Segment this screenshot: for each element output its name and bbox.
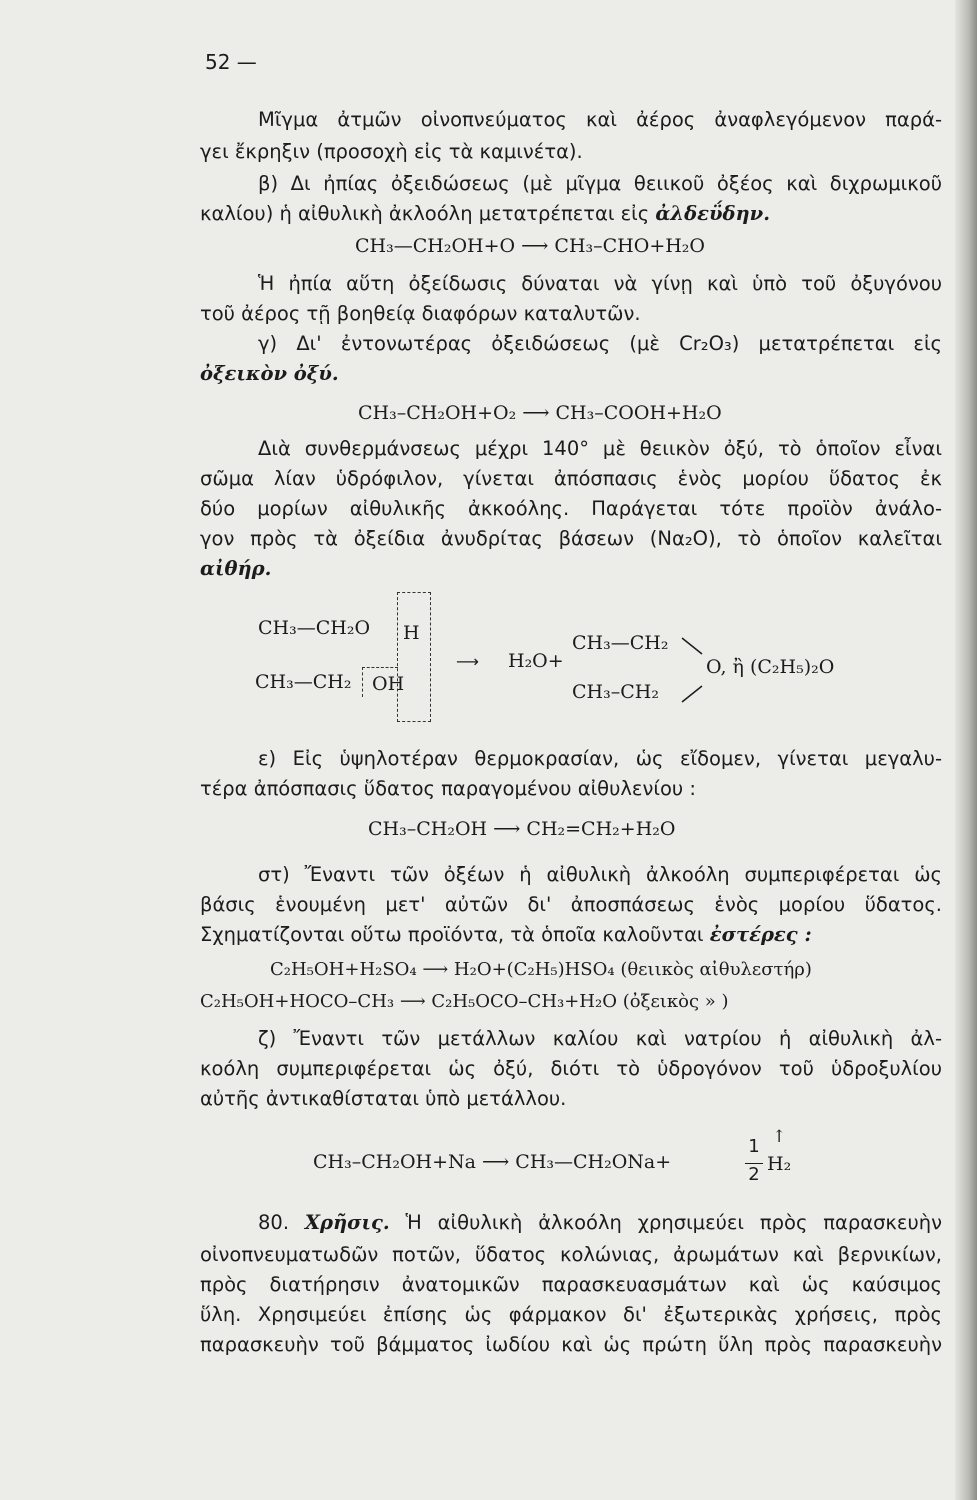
page-edge bbox=[955, 0, 977, 1500]
text-line: γει ἔκρηξιν (προσοχὴ εἰς τὰ καμινέτα). bbox=[200, 140, 583, 163]
page-number: 52 — bbox=[205, 50, 257, 74]
text-line: σῶμα λίαν ὑδρόφιλον, γίνεται ἀπόσπασις ἑνὸς μορίου ὕδατος ἐκ bbox=[200, 467, 942, 490]
reaction-arrow: ⟶ bbox=[456, 652, 479, 671]
text-line: τέρα ἀπόσπασις ὕδατος παραγομένου αἰθυλενίου : bbox=[200, 777, 696, 800]
reaction-formula: CH₃—CH₂OH+O ⟶ CH₃–CHO+H₂O bbox=[355, 235, 705, 257]
text-line: οἰνοπνευματωδῶν ποτῶν, ὕδατος κολώνιας, ἀρωμάτων καὶ βερνικίων, bbox=[200, 1243, 942, 1266]
text-span: Σχηματίζονται οὕτω προϊόντα, τὰ ὁποῖα καλοῦνται bbox=[200, 923, 704, 946]
gas-release-arrow: ↑ bbox=[772, 1127, 787, 1147]
emphasis-term: αἰθήρ. bbox=[200, 557, 272, 580]
water-removal-box bbox=[397, 592, 431, 722]
reaction-formula: C₂H₅OH+HOCO–CH₃ ⟶ C₂H₅OCO–CH₃+H₂O (ὀξεικὸς » ) bbox=[200, 991, 729, 1012]
text-line: παρασκευὴν τοῦ βάμματος ἰωδίου καὶ ὡς πρώτη ὕλη πρὸς παρασκευὴν bbox=[200, 1333, 942, 1356]
emphasis-term: ἀλδεΰδην. bbox=[655, 202, 770, 225]
section-heading-line bbox=[258, 1208, 942, 1238]
text-line: Διὰ συνθερμάνσεως μέχρι 140° μὲ θειικὸν ὀξύ, τὸ ὁποῖον εἶναι bbox=[258, 437, 942, 460]
formula-ether: O, ἢ (C₂H₅)₂O bbox=[706, 656, 835, 678]
section-number: 80. bbox=[258, 1211, 290, 1234]
text-span: καλίου) ἡ αἰθυλικὴ ἀκλοόλη μετατρέπεται εἰς bbox=[200, 202, 650, 225]
text-line bbox=[200, 199, 942, 229]
text-line: πρὸς διατήρησιν ἀνατομικῶν παρασκευασμάτων καὶ ὡς καύσιμος bbox=[200, 1273, 942, 1296]
text-line: Ἡ ἠπία αὕτη ὀξείδωσις δύναται νὰ γίνῃ καὶ ὑπὸ τοῦ ὀξυγόνου bbox=[258, 272, 942, 295]
formula-bottom-left: CH₃—CH₂ bbox=[255, 671, 352, 693]
text-line: β) Δι ἠπίας ὀξειδώσεως (μὲ μῖγμα θειικοῦ ὀξέος καὶ διχρωμικοῦ bbox=[258, 172, 942, 195]
emphasis-term: ὀξεικὸν ὀξύ. bbox=[200, 362, 339, 385]
text-line bbox=[200, 920, 942, 950]
text-line: δύο μορίων αἰθυλικῆς ἀκκοόλης. Παράγεται τότε προϊὸν ἀνάλο- bbox=[200, 497, 942, 520]
text-span: Ἡ αἰθυλικὴ ἀλκοόλη χρησιμεύει πρὸς παρασκευὴν bbox=[405, 1211, 943, 1234]
text-line: γ) Δι' ἐντονωτέρας ὀξειδώσεως (μὲ Cr₂O₃) μετατρέπεται εἰς bbox=[258, 332, 942, 355]
reaction-formula: CH₃–CH₂OH+O₂ ⟶ CH₃–COOH+H₂O bbox=[358, 402, 722, 424]
fraction-denominator: 2 bbox=[748, 1164, 760, 1185]
text-line: γον πρὸς τὰ ὀξείδια ἀνυδρίτας βάσεων (Να₂O), τὸ ὁποῖον καλεῖται bbox=[200, 527, 942, 550]
section-title: Χρῆσις. bbox=[304, 1211, 390, 1234]
formula-hydrogen: H bbox=[403, 622, 420, 644]
text-line: τοῦ ἀέρος τῇ βοηθείᾳ διαφόρων καταλυτῶν. bbox=[200, 302, 641, 325]
formula-top-left: CH₃—CH₂O bbox=[258, 617, 371, 639]
text-line: στ) Ἔναντι τῶν ὀξέων ἡ αἰθυλικὴ ἀλκοόλη συμπεριφέρεται ὡς bbox=[258, 863, 942, 886]
fraction-numerator: 1 bbox=[748, 1136, 760, 1157]
formula-product-bottom: CH₃–CH₂ bbox=[572, 681, 659, 703]
text-line: ὕλη. Χρησιμεύει ἐπίσης ὡς φάρμακον δι' ἐξωτερικὰς χρήσεις, πρὸς bbox=[200, 1303, 942, 1326]
text-line: ζ) Ἔναντι τῶν μετάλλων καλίου καὶ νατρίου ἡ αἰθυλικὴ ἀλ- bbox=[258, 1027, 942, 1050]
text-line: αὐτῆς ἀντικαθίσταται ὑπὸ μετάλλου. bbox=[200, 1087, 567, 1110]
reaction-formula: CH₃–CH₂OH ⟶ CH₂=CH₂+H₂O bbox=[368, 818, 676, 840]
emphasis-term: ἐστέρες : bbox=[709, 923, 812, 946]
formula-hydrogen-gas: H₂ bbox=[767, 1153, 792, 1175]
formula-water: H₂O+ bbox=[508, 650, 564, 672]
text-line: Μῖγμα ἀτμῶν οἰνοπνεύματος καὶ ἀέρος ἀναφλεγόμενον παρά- bbox=[258, 108, 942, 131]
text-line: κοόλη συμπεριφέρεται ὡς ὀξύ, διότι τὸ ὑδρογόνον τοῦ ὑδροξυλίου bbox=[200, 1057, 942, 1080]
text-line: βάσις ἑνουμένη μετ' αὐτῶν δι' ἀποσπάσεως ἑνὸς μορίου ὕδατος. bbox=[200, 893, 942, 916]
formula-hydroxyl: OH bbox=[372, 673, 405, 695]
formula-product-top: CH₃—CH₂ bbox=[572, 632, 669, 654]
reaction-formula: CH₃–CH₂OH+Na ⟶ CH₃—CH₂ONa+ bbox=[313, 1151, 672, 1173]
text-line: ε) Εἰς ὑψηλοτέραν θερμοκρασίαν, ὡς εἴδομεν, γίνεται μεγαλυ- bbox=[258, 747, 942, 770]
reaction-formula: C₂H₅OH+H₂SO₄ ⟶ H₂O+(C₂H₅)HSO₄ (θειικὸς αἰθυλεστήρ) bbox=[270, 959, 812, 980]
